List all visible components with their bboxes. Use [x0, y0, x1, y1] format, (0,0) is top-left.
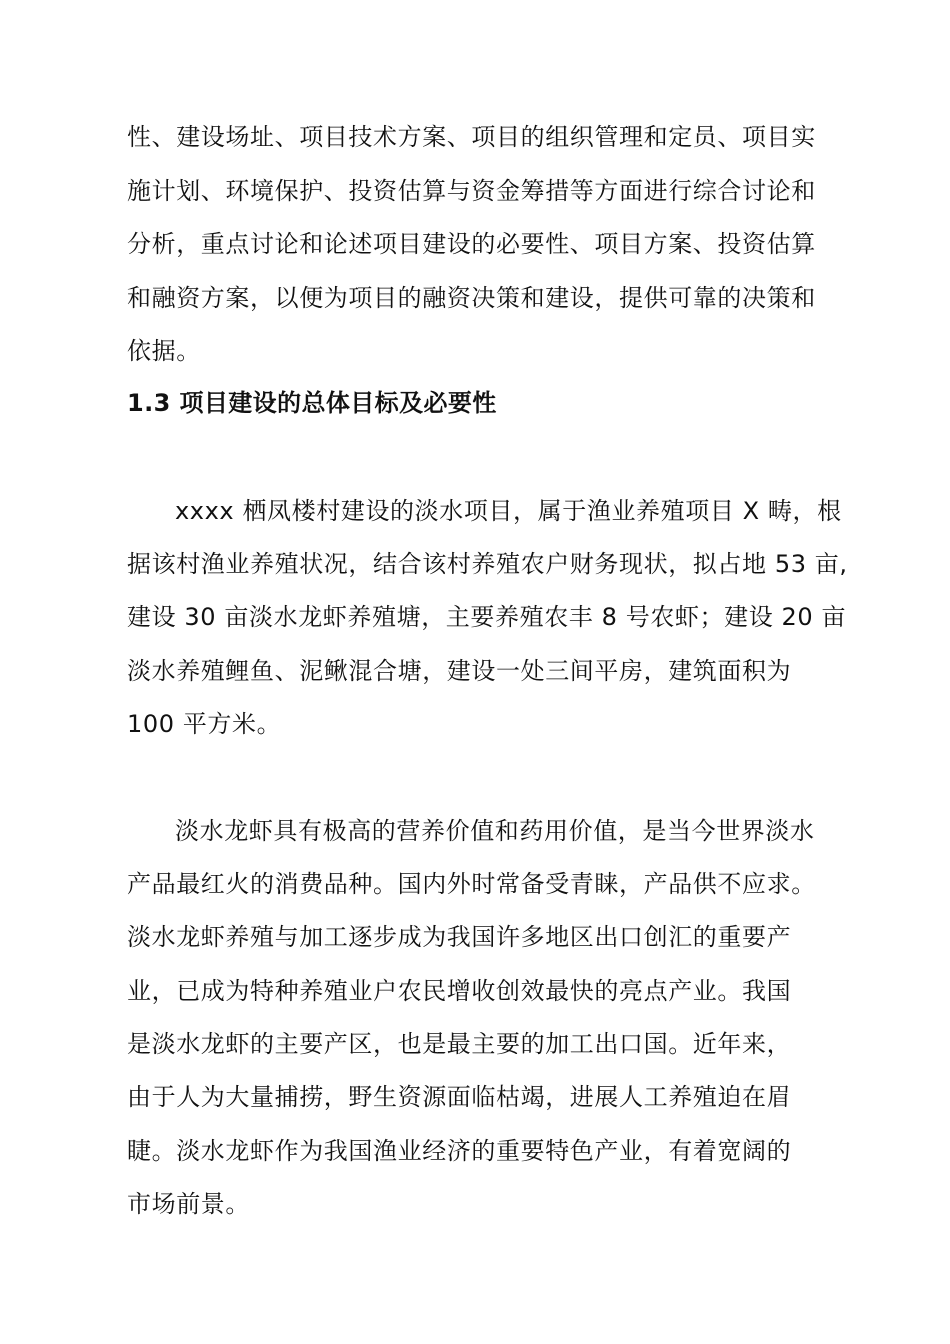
section-heading: 1.3 项目建设的总体目标及必要性	[127, 389, 497, 417]
crayfish-line-8: 市场前景。	[127, 1190, 250, 1218]
intro-line-1: 性、建设场址、项目技术方案、项目的组织管理和定员、项目实	[127, 123, 816, 151]
crayfish-line-7: 睫。淡水龙虾作为我国渔业经济的重要特色产业，有着宽阔的	[127, 1137, 792, 1165]
crayfish-line-6: 由于人为大量捕捞，野生资源面临枯竭，进展人工养殖迫在眉	[127, 1083, 792, 1111]
crayfish-line-2: 产品最红火的消费品种。国内外时常备受青睐，产品供不应求。	[127, 870, 816, 898]
intro-line-5: 依据。	[127, 337, 201, 365]
project-line-2: 据该村渔业养殖状况，结合该村养殖农户财务现状，拟占地 53 亩,	[127, 550, 848, 578]
project-line-4: 淡水养殖鲤鱼、泥鳅混合塘，建设一处三间平房，建筑面积为	[127, 657, 792, 685]
project-line-3: 建设 30 亩淡水龙虾养殖塘，主要养殖农丰 8 号农虾；建设 20 亩	[127, 603, 847, 631]
crayfish-line-3: 淡水龙虾养殖与加工逐步成为我国许多地区出口创汇的重要产	[127, 923, 792, 951]
crayfish-line-1: 淡水龙虾具有极高的营养价值和药用价值，是当今世界淡水	[175, 817, 815, 845]
intro-line-2: 施计划、环境保护、投资估算与资金筹措等方面进行综合讨论和	[127, 177, 816, 205]
project-line-1: xxxx 栖凤楼村建设的淡水项目，属于渔业养殖项目 X 畴，根	[175, 497, 842, 525]
crayfish-line-5: 是淡水龙虾的主要产区，也是最主要的加工出口国。近年来，	[127, 1030, 792, 1058]
intro-line-4: 和融资方案，以便为项目的融资决策和建设，提供可靠的决策和	[127, 284, 816, 312]
crayfish-line-4: 业，已成为特种养殖业户农民增收创效最快的亮点产业。我国	[127, 977, 792, 1005]
intro-line-3: 分析，重点讨论和论述项目建设的必要性、项目方案、投资估算	[127, 230, 816, 258]
project-line-5: 100 平方米。	[127, 710, 282, 738]
